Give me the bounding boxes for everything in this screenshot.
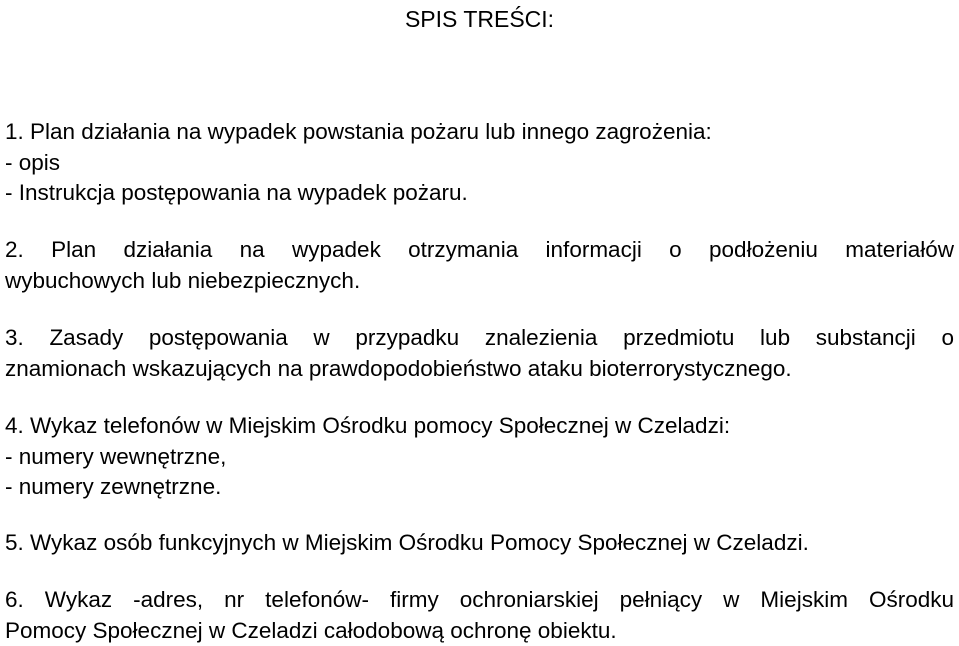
toc-item-4-sub-2: - numery zewnętrzne. <box>5 472 954 503</box>
toc-item-5 <box>5 528 954 559</box>
toc-item-1 <box>5 117 954 209</box>
toc-item-6-line-1: 6. Wykaz -adres, nr telefonów- firmy ochroniarskiej pełniący w Miejskim Ośrodku <box>5 585 954 616</box>
toc-item-3-line-2: znamionach wskazujących na prawdopodobieństwo ataku bioterrorystycznego. <box>5 354 954 385</box>
page-title: SPIS TREŚCI: <box>0 4 959 34</box>
toc-item-4-heading: 4. Wykaz telefonów w Miejskim Ośrodku pomocy Społecznej w Czeladzi: <box>5 411 954 442</box>
toc-item-5-heading: 5. Wykaz osób funkcyjnych w Miejskim Ośrodku Pomocy Społecznej w Czeladzi. <box>5 528 954 559</box>
toc-item-1-heading: 1. Plan działania na wypadek powstania pożaru lub innego zagrożenia: <box>5 117 954 148</box>
toc-item-4 <box>5 411 954 503</box>
toc-item-3-line-1: 3. Zasady postępowania w przypadku znalezienia przedmiotu lub substancji o <box>5 323 954 354</box>
toc-item-4-sub-1: - numery wewnętrzne, <box>5 442 954 473</box>
toc-item-6-line-2: Pomocy Społecznej w Czeladzi całodobową ochronę obiektu. <box>5 616 954 646</box>
toc-item-2-line-1: 2. Plan działania na wypadek otrzymania informacji o podłożeniu materiałów <box>5 235 954 266</box>
toc-item-6 <box>5 585 954 646</box>
toc-item-1-sub-1: - opis <box>5 148 954 179</box>
toc-item-2-line-2: wybuchowych lub niebezpiecznych. <box>5 266 954 297</box>
toc-item-2 <box>5 235 954 296</box>
toc-item-3 <box>5 323 954 384</box>
toc-item-1-sub-2: - Instrukcja postępowania na wypadek pożaru. <box>5 178 954 209</box>
